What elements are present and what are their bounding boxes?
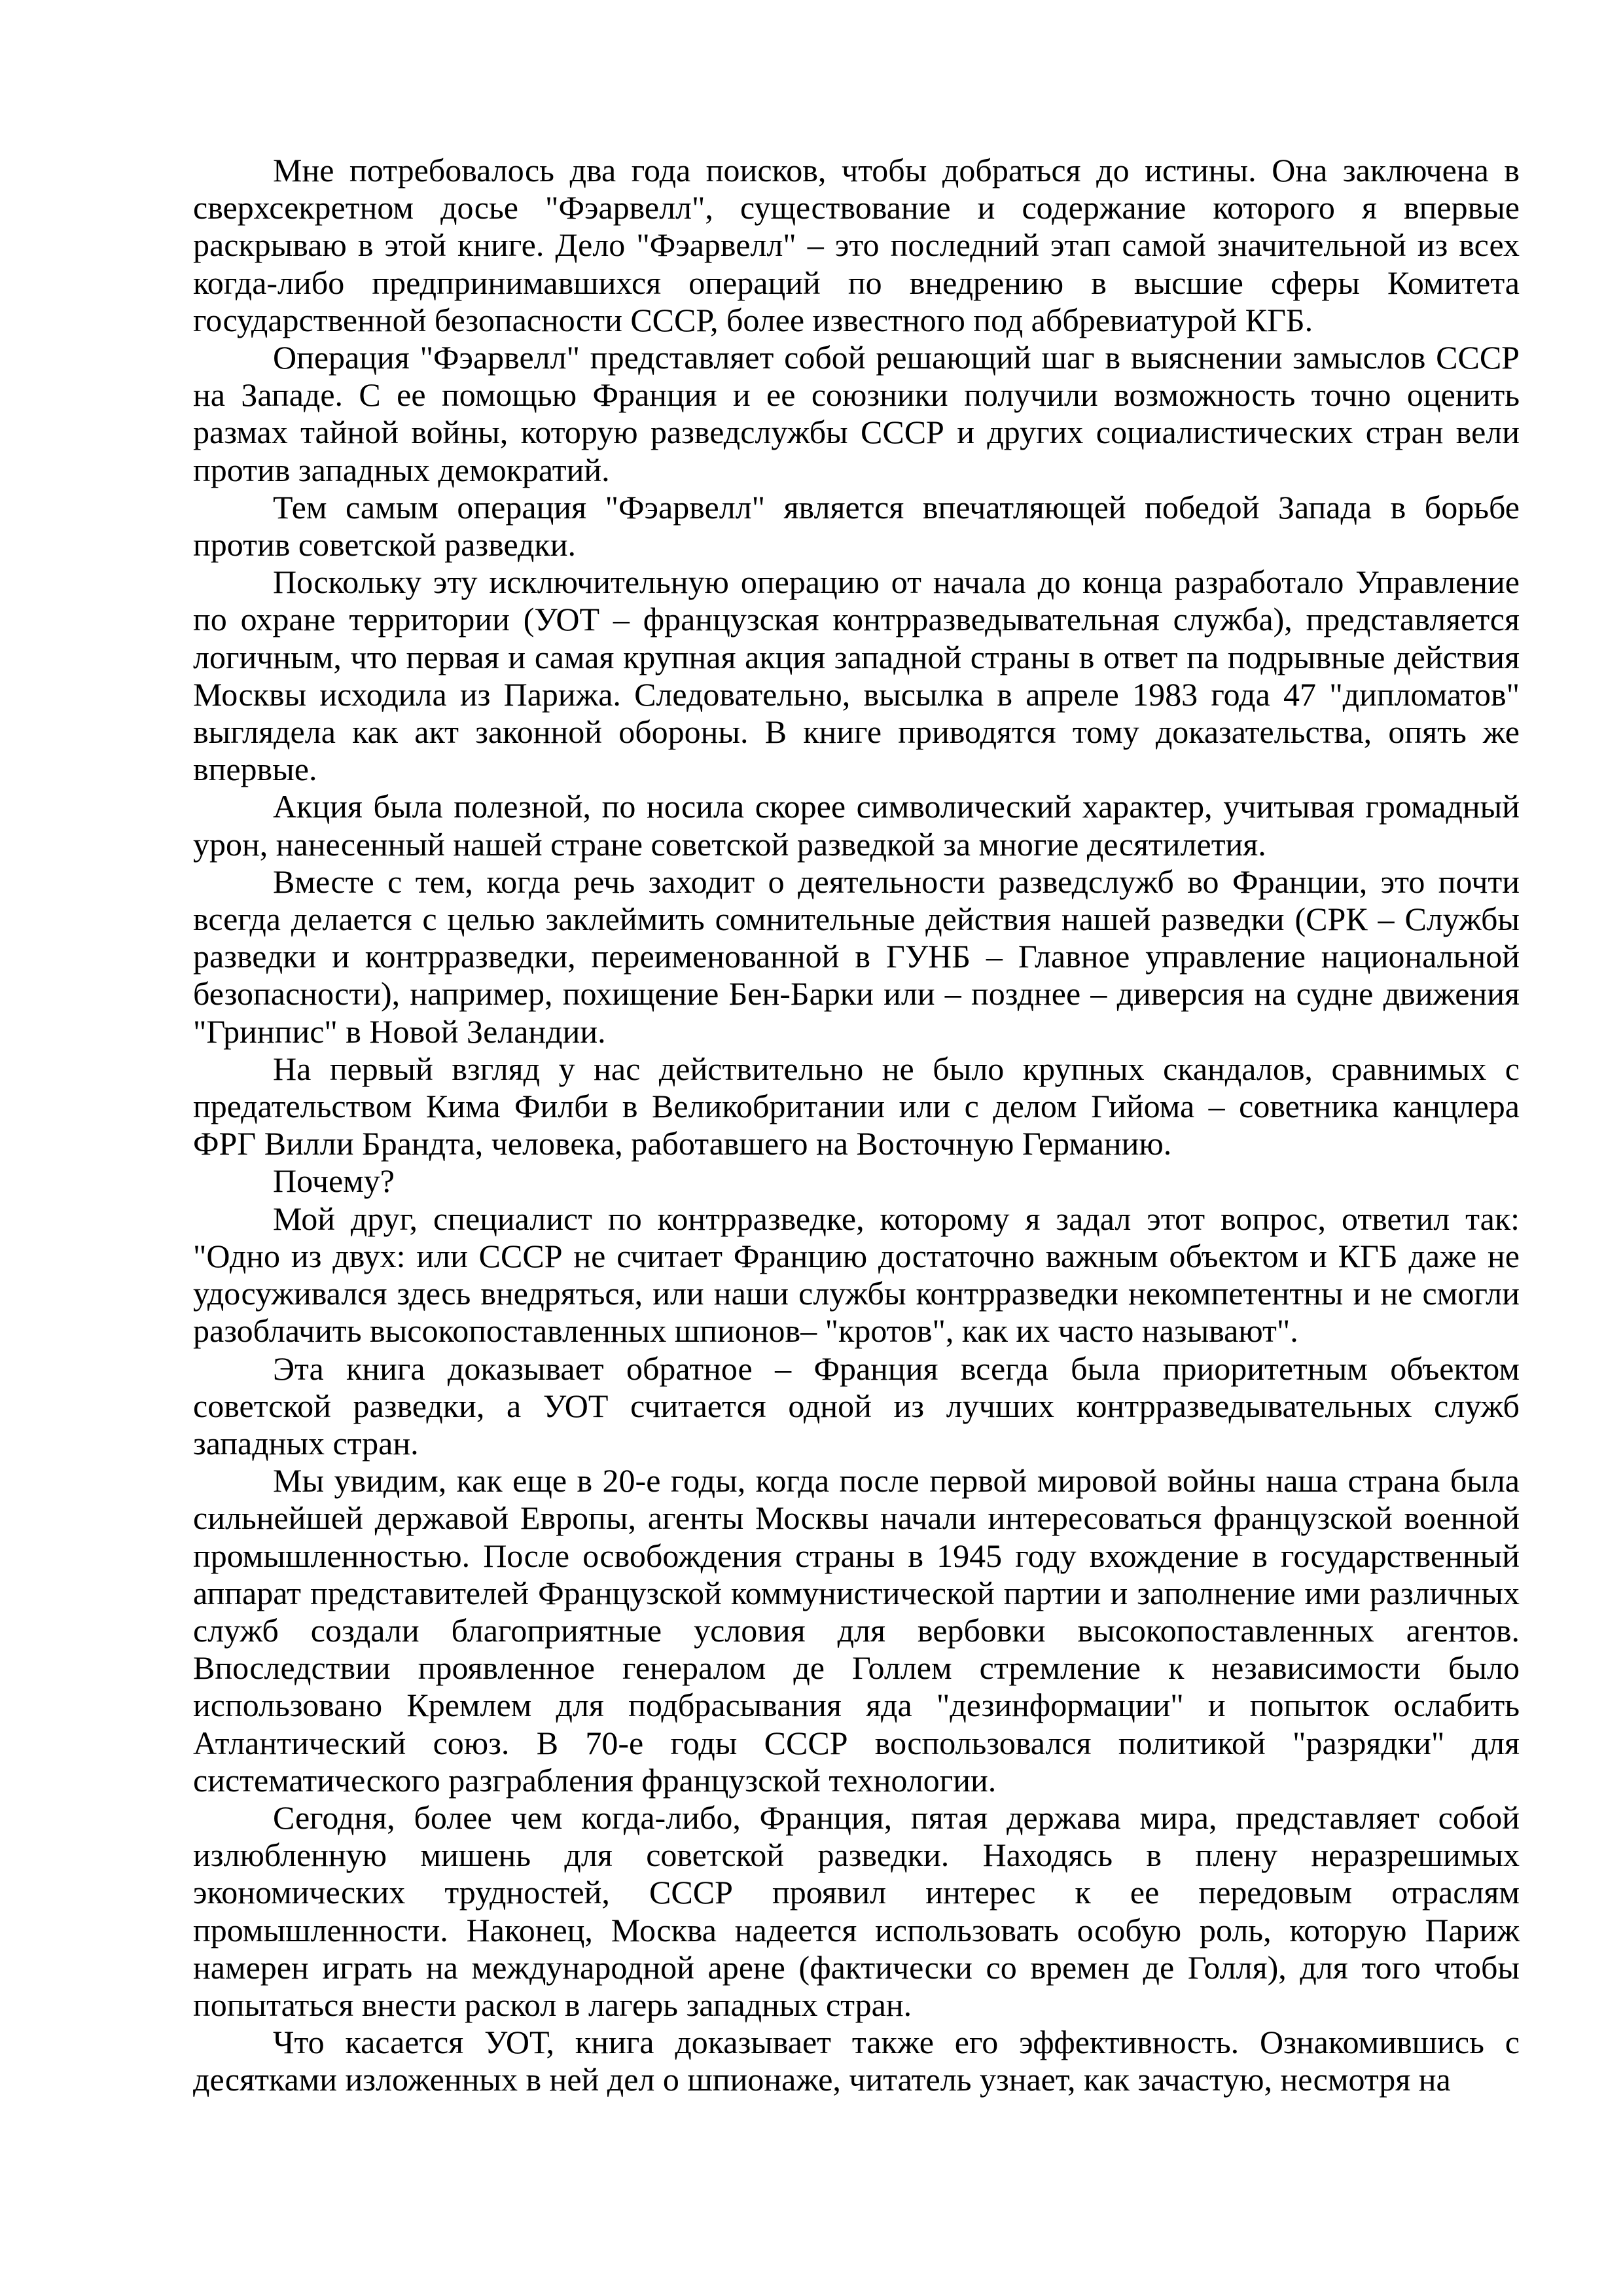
paragraph-3: Тем самым операция "Фэарвелл" является впечатляющей победой Запада в борьбе против советской разведки. xyxy=(193,488,1520,564)
paragraph-2: Операция "Фэарвелл" представляет собой решающий шаг в выяснении замыслов СССР на Западе. С ее помощью Франция и ее союзники получили возможность точно оценить размах тайной войны, которую разведслужбы СССР и других социалистических стран вели против западных демократий. xyxy=(193,339,1520,488)
paragraph-4: Поскольку эту исключительную операцию от начала до конца разработало Управление по охране территории (УОТ – французская контрразведывательная служба), представляется логичным, что первая и самая крупная акция западной страны в ответ па подрывные действия Москвы исходила из Парижа. Следовательно, высылка в апреле 1983 года 47 "дипломатов" выглядела как акт законной обороны. В книге приводятся тому доказательства, опять же впервые. xyxy=(193,564,1520,788)
paragraph-9: Мой друг, специалист по контрразведке, которому я задал этот вопрос, ответил так: "Одно из двух: или СССР не считает Францию достаточно важным объектом и КГБ даже не удосуживался здесь внедряться, или наши службы контрразведки некомпетентны и не смогли разоблачить высокопоставленных шпионов– "кротов", как их часто называют". xyxy=(193,1200,1520,1350)
paragraph-10: Эта книга доказывает обратное – Франция всегда была приоритетным объектом советской разведки, а УОТ считается одной из лучших контрразведывательных служб западных стран. xyxy=(193,1350,1520,1462)
paragraph-6: Вместе с тем, когда речь заходит о деятельности разведслужб во Франции, это почти всегда делается с целью заклеймить сомнительные действия нашей разведки (СРК – Службы разведки и контрразведки, переименованной в ГУНБ – Главное управление национальной безопасности), например, похищение Бен-Барки или – позднее – диверсия на судне движения "Гринпис" в Новой Зеландии. xyxy=(193,863,1520,1050)
paragraph-5: Акция была полезной, по носила скорее символический характер, учитывая громадный урон, нанесенный нашей стране советской разведкой за многие десятилетия. xyxy=(193,788,1520,863)
paragraph-8: Почему? xyxy=(273,1162,395,1200)
body-text xyxy=(193,152,1520,2099)
paragraph-7: На первый взгляд у нас действительно не было крупных скандалов, сравнимых с предательством Кима Филби в Великобритании или с делом Гийома – советника канцлера ФРГ Вилли Брандта, человека, работавшего на Восточную Германию. xyxy=(193,1050,1520,1162)
paragraph-13: Что касается УОТ, книга доказывает также его эффективность. Ознакомившись с десятками изложенных в ней дел о шпионаже, читатель узнает, как зачастую, несмотря на xyxy=(193,2024,1520,2098)
paragraph-1: Мне потребовалось два года поисков, чтобы добраться до истины. Она заключена в сверхсекретном досье "Фэарвелл", существование и содержание которого я впервые раскрываю в этой книге. Дело "Фэарвелл" – это последний этап самой значительной из всех когда-либо предпринимавшихся операций по внедрению в высшие сферы Комитета государственной безопасности СССР, более известного под аббревиатурой КГБ. xyxy=(193,152,1520,338)
paragraph-12: Сегодня, более чем когда-либо, Франция, пятая держава мира, представляет собой излюбленную мишень для советской разведки. Находясь в плену неразрешимых экономических трудностей, СССР проявил интерес к ее передовым отраслям промышленности. Наконец, Москва надеется использовать особую роль, которую Париж намерен играть на международной арене (фактически со времен де Голля), для того чтобы попытаться внести раскол в лагерь западных стран. xyxy=(193,1799,1520,2023)
paragraph-11: Мы увидим, как еще в 20-е годы, когда после первой мировой войны наша страна была сильнейшей державой Европы, агенты Москвы начали интересоваться французской военной промышленностью. После освобождения страны в 1945 году вхождение в государственный аппарат представителей Французской коммунистической партии и заполнение ими различных служб создали благоприятные условия для вербовки высокопоставленных агентов. Впоследствии проявленное генералом де Голлем стремление к независимости было использовано Кремлем для подбрасывания яда "дезинформации" и попыток ослабить Атлантический союз. В 70-е годы СССР воспользовался политикой "разрядки" для систематического разграбления французской технологии. xyxy=(193,1462,1520,1799)
